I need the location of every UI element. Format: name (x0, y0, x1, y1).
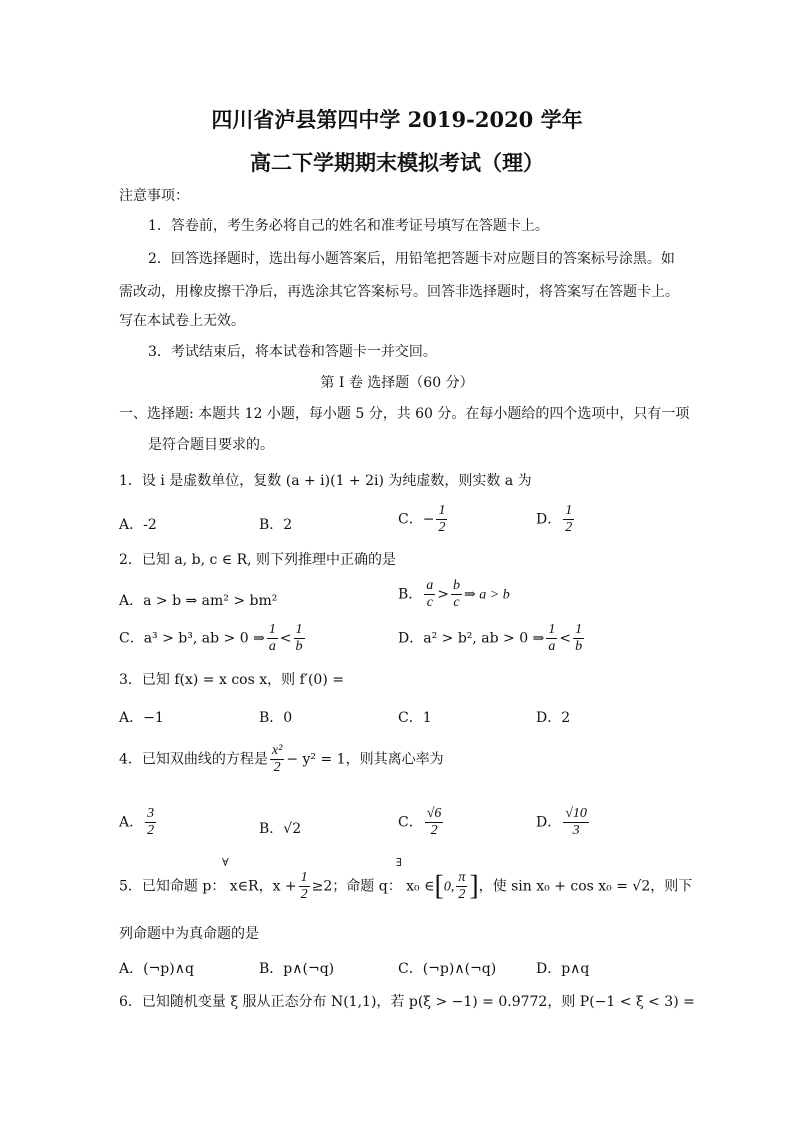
note-item-3: 3．考试结束后，将本试卷和答题卡一并交回。 (148, 344, 437, 360)
q4-a-den: 2 (147, 823, 155, 838)
q4-a-fraction (145, 806, 156, 839)
note-item-1: 1．答卷前，考生务必将自己的姓名和准考证号填写在答题卡上。 (148, 218, 549, 234)
section-heading: 第 I 卷 选择题（60 分） (320, 375, 474, 391)
q5-interval-left-bracket: [ (434, 870, 444, 902)
q2-c-fraction-2 (294, 622, 305, 655)
q2-d-prefix: D．a² > b², ab > 0 ⇒ (398, 630, 545, 647)
q3-option-a: A．−1 (119, 710, 164, 726)
note-item-2-line1: 2．回答选择题时，选出每小题答案后，用铅笔把答题卡对应题目的答案标号涂黑。如 (148, 251, 675, 267)
note-item-2-line3: 写在本试卷上无效。 (119, 313, 245, 329)
q1-d-numerator: 1 (565, 503, 573, 518)
q5-interval-right-bracket: ] (469, 870, 479, 902)
q2-d-num1: 1 (548, 622, 556, 637)
note-item-2-line2: 需改动，用橡皮擦干净后，再选涂其它答案标号。回答非选择题时，将答案写在答题卡上。 (119, 284, 679, 300)
q2-d-fraction-2 (573, 622, 584, 655)
q4-d-num: √10 (565, 806, 587, 821)
q1-option-d-prefix: D． (536, 511, 562, 528)
q5-option-b: B．p∧(¬q) (259, 961, 335, 977)
q4-stem-den: 2 (273, 760, 281, 775)
q2-d-num2: 1 (575, 622, 583, 637)
q5-stem-den: 2 (300, 887, 308, 902)
question-4-stem (119, 743, 444, 776)
q4-option-c (398, 806, 445, 839)
q2-b-fraction-1 (424, 578, 435, 611)
q2-c-relation: < (279, 630, 292, 647)
q5-interval-num: π (458, 870, 466, 885)
q1-c-numerator: 1 (438, 503, 446, 518)
q4-d-prefix: D． (536, 814, 562, 831)
q2-b-num2: b (453, 578, 461, 593)
q4-stem-tail: − y² = 1，则其离心率为 (286, 751, 444, 768)
q4-option-d (536, 806, 591, 839)
q1-option-d-fraction (563, 503, 574, 536)
q5-option-a: A．(¬p)∧q (119, 961, 194, 977)
q2-option-d (398, 622, 586, 655)
q5-interval-left: 0, (443, 879, 455, 895)
q5-interval-den: 2 (458, 887, 466, 902)
q5-option-c: C．(¬p)∧(¬q) (398, 961, 497, 977)
q2-c-num2: 1 (295, 622, 303, 637)
q1-c-denominator: 2 (438, 520, 446, 535)
q4-a-num: 3 (147, 806, 155, 821)
q1-option-c-fraction (436, 503, 447, 536)
section-intro-line2: 是符合题目要求的。 (148, 437, 274, 453)
q3-option-d: D．2 (536, 710, 571, 726)
q5-stem-part1: 5．已知命题 p： x∈R，x + (119, 878, 297, 895)
q5-option-d: D．p∧q (536, 961, 590, 977)
q1-option-d (536, 503, 576, 536)
question-5-stem (119, 870, 692, 903)
q5-stem-part3: ，使 sin x₀ + cos x₀ = √2，则下 (478, 878, 693, 895)
question-3-stem: 3．已知 f(x) = x cos x，则 f′(0) = (119, 672, 344, 688)
question-5-stem-line2: 列命题中为真命题的是 (119, 926, 259, 942)
q2-c-prefix: C．a³ > b³, ab > 0 ⇒ (119, 630, 265, 647)
exam-title-line1: 四川省泸县第四中学 2019-2020 学年 (211, 107, 583, 132)
q4-c-num: √6 (426, 806, 442, 821)
q4-c-den: 2 (430, 823, 438, 838)
question-2-stem: 2．已知 a, b, c ∈ R, 则下列推理中正确的是 (119, 552, 397, 568)
q2-option-c (119, 622, 307, 655)
section-intro-line1: 一、选择题: 本题共 12 小题，每小题 5 分，共 60 分。在每小题给的四个选项中，只有一项 (119, 406, 690, 422)
q1-option-c-prefix: C．− (398, 511, 435, 528)
q1-option-a: A．-2 (119, 517, 157, 533)
q2-c-fraction-1 (267, 622, 278, 655)
q3-option-b: B．0 (259, 710, 293, 726)
q5-stem-num: 1 (300, 870, 308, 885)
q2-b-den1: c (426, 595, 433, 610)
q2-d-relation: < (559, 630, 572, 647)
exam-title-line2: 高二下学期期末模拟考试（理） (250, 150, 544, 175)
q2-c-num1: 1 (268, 622, 276, 637)
q5-stem-fraction (299, 870, 310, 903)
q4-d-fraction (563, 806, 589, 839)
question-1-stem: 1．设 i 是虚数单位，复数 (a + i)(1 + 2i) 为纯虚数，则实数 a 为 (119, 473, 532, 489)
q4-stem-fraction (270, 743, 284, 776)
q2-option-a: A．a > b ⇒ am² > bm² (119, 593, 278, 609)
q4-c-fraction (425, 806, 444, 839)
q2-b-tail: ⇒ a > b (464, 587, 510, 603)
q4-d-den: 3 (572, 823, 580, 838)
q5-exists-symbol: ∃ (396, 856, 402, 869)
q3-option-c: C．1 (398, 710, 432, 726)
q2-d-fraction-1 (546, 622, 557, 655)
q2-b-den2: c (453, 595, 460, 610)
q4-option-a (119, 806, 158, 839)
q2-b-relation: > (437, 586, 450, 603)
q1-option-b: B．2 (259, 517, 293, 533)
question-6-stem: 6．已知随机变量 ξ 服从正态分布 N(1,1)，若 p(ξ > −1) = 0.9772，则 P(−1 < ξ < 3) = (119, 994, 695, 1010)
q5-forall-symbol: ∀ (222, 856, 229, 869)
q4-option-b: B．√2 (259, 821, 302, 837)
q4-stem-prefix: 4．已知双曲线的方程是 (119, 751, 268, 768)
q2-b-num1: a (426, 578, 434, 593)
q2-b-fraction-2 (451, 578, 462, 611)
q4-stem-num: x² (271, 743, 283, 758)
q2-d-den2: b (575, 639, 583, 654)
q2-b-prefix: B． (398, 586, 423, 603)
q2-c-den2: b (295, 639, 303, 654)
q1-option-c (398, 503, 449, 536)
q4-c-prefix: C． (398, 814, 423, 831)
q2-d-den1: a (548, 639, 556, 654)
q5-stem-part2: ≥2；命题 q： x₀ ∈ (311, 878, 435, 895)
q2-option-b (398, 578, 510, 611)
q2-c-den1: a (268, 639, 276, 654)
q1-d-denominator: 2 (565, 520, 573, 535)
q4-a-prefix: A． (119, 814, 144, 831)
notes-heading: 注意事项： (119, 188, 189, 204)
q5-interval-fraction (456, 870, 467, 903)
